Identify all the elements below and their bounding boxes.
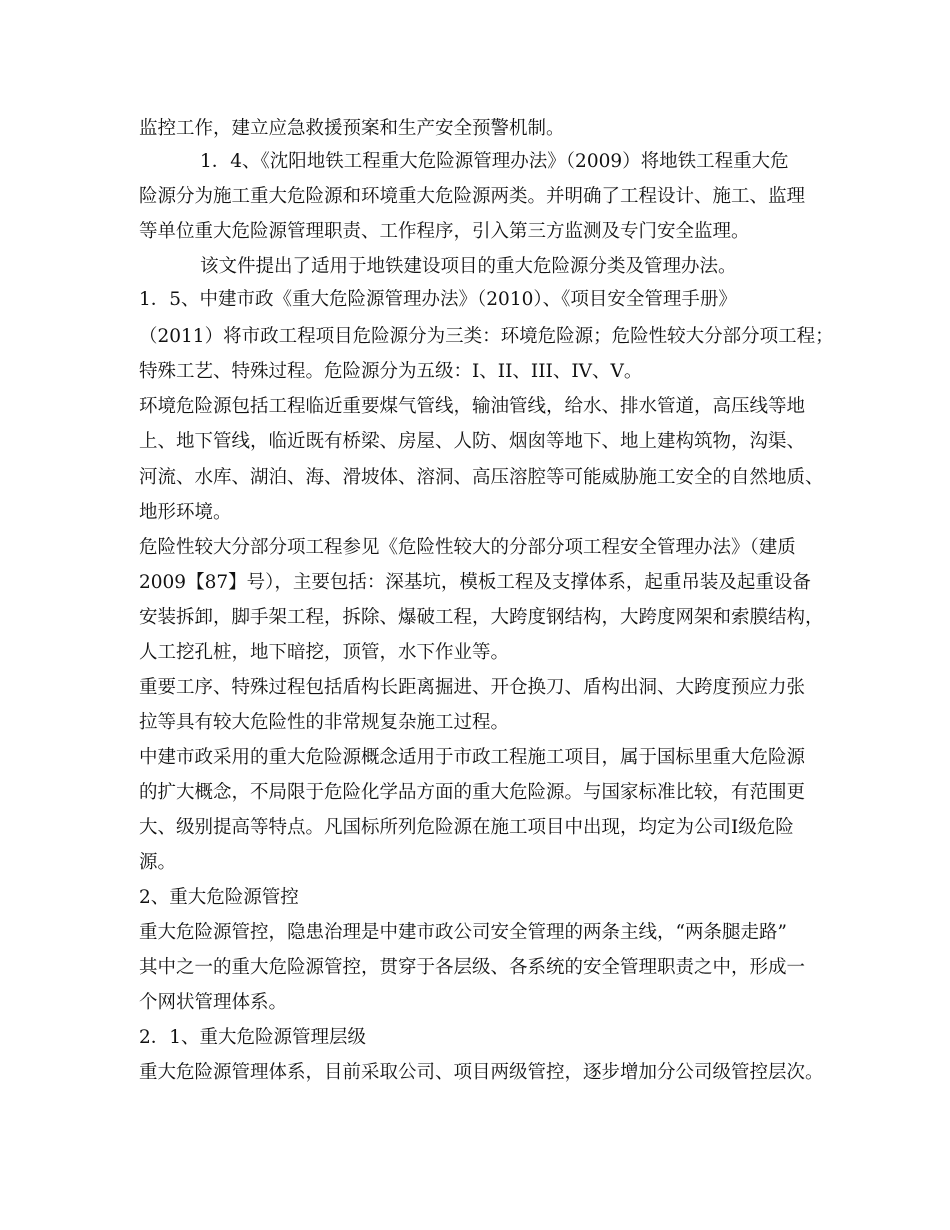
text-line: 重大危险源管控，隐患治理是中建市政公司安全管理的两条主线，“两条腿走路” xyxy=(139,922,787,943)
text-line: 拉等具有较大危险性的非常规复杂施工过程。 xyxy=(139,712,510,733)
text-line: 中建市政采用的重大危险源概念适用于市政工程施工项目，属于国标里重大危险源 xyxy=(139,747,806,768)
text-line: 1．4、《沈阳地铁工程重大危险源管理办法》（2009）将地铁工程重大危 xyxy=(200,151,789,172)
text-line: 人工挖孔桩，地下暗挖，顶管，水下作业等。 xyxy=(139,642,510,663)
text-line: 重要工序、特殊过程包括盾构长距离掘进、开仓换刀、盾构出洞、大跨度预应力张 xyxy=(139,677,806,698)
text-line: 环境危险源包括工程临近重要煤气管线，输油管线，给水、排水管道，高压线等地 xyxy=(139,396,806,417)
text-line: 危险性较大分部分项工程参见《危险性较大的分部分项工程安全管理办法》（建质 xyxy=(139,537,796,558)
text-line: 险源分为施工重大危险源和环境重大危险源两类。并明确了工程设计、施工、监理 xyxy=(139,186,806,207)
text-line: 特殊工艺、特殊过程。危险源分为五级：I、II、III、IV、V。 xyxy=(139,361,643,382)
text-line: 河流、水库、湖泊、海、滑坡体、溶洞、高压溶腔等可能威胁施工安全的自然地质、 xyxy=(139,467,824,488)
text-line: 源。 xyxy=(139,852,177,873)
text-line: 1．5、中建市政《重大危险源管理办法》（2010）、《项目安全管理手册》 xyxy=(139,289,737,310)
text-line: 个网状管理体系。 xyxy=(139,992,288,1013)
text-line: 等单位重大危险源管理职责、工作程序，引入第三方监测及专门安全监理。 xyxy=(139,221,750,242)
section-heading: 2、重大危险源管控 xyxy=(139,887,299,908)
text-line: 上、地下管线，临近既有桥梁、房屋、人防、烟囱等地下、地上建构筑物，沟渠、 xyxy=(139,431,806,452)
text-line: 的扩大概念，不局限于危险化学品方面的重大危险源。与国家标准比较，有范围更 xyxy=(139,782,806,803)
text-line: 其中之一的重大危险源管控，贯穿于各层级、各系统的安全管理职责之中，形成一 xyxy=(139,957,806,978)
section-heading: 2．1、重大危险源管理层级 xyxy=(139,1027,367,1048)
text-line: 监控工作，建立应急救援预案和生产安全预警机制。 xyxy=(139,118,565,139)
text-line: （2011）将市政工程项目危险源分为三类：环境危险源；危险性较大分部分项工程； xyxy=(139,326,834,347)
text-line: 地形环境。 xyxy=(139,502,232,523)
text-line: 大、级别提高等特点。凡国标所列危险源在施工项目中出现，均定为公司Ⅰ级危险 xyxy=(139,817,794,838)
text-line: 该文件提出了适用于地铁建设项目的重大危险源分类及管理办法。 xyxy=(200,256,737,277)
text-line: 重大危险源管理体系，目前采取公司、项目两级管控，逐步增加分公司级管控层次。 xyxy=(139,1062,824,1083)
text-line: 2009【87】号），主要包括：深基坑，模板工程及支撑体系，起重吊装及起重设备 xyxy=(139,572,811,593)
text-line: 安装拆卸，脚手架工程，拆除、爆破工程，大跨度钢结构，大跨度网架和索膜结构， xyxy=(139,607,824,628)
